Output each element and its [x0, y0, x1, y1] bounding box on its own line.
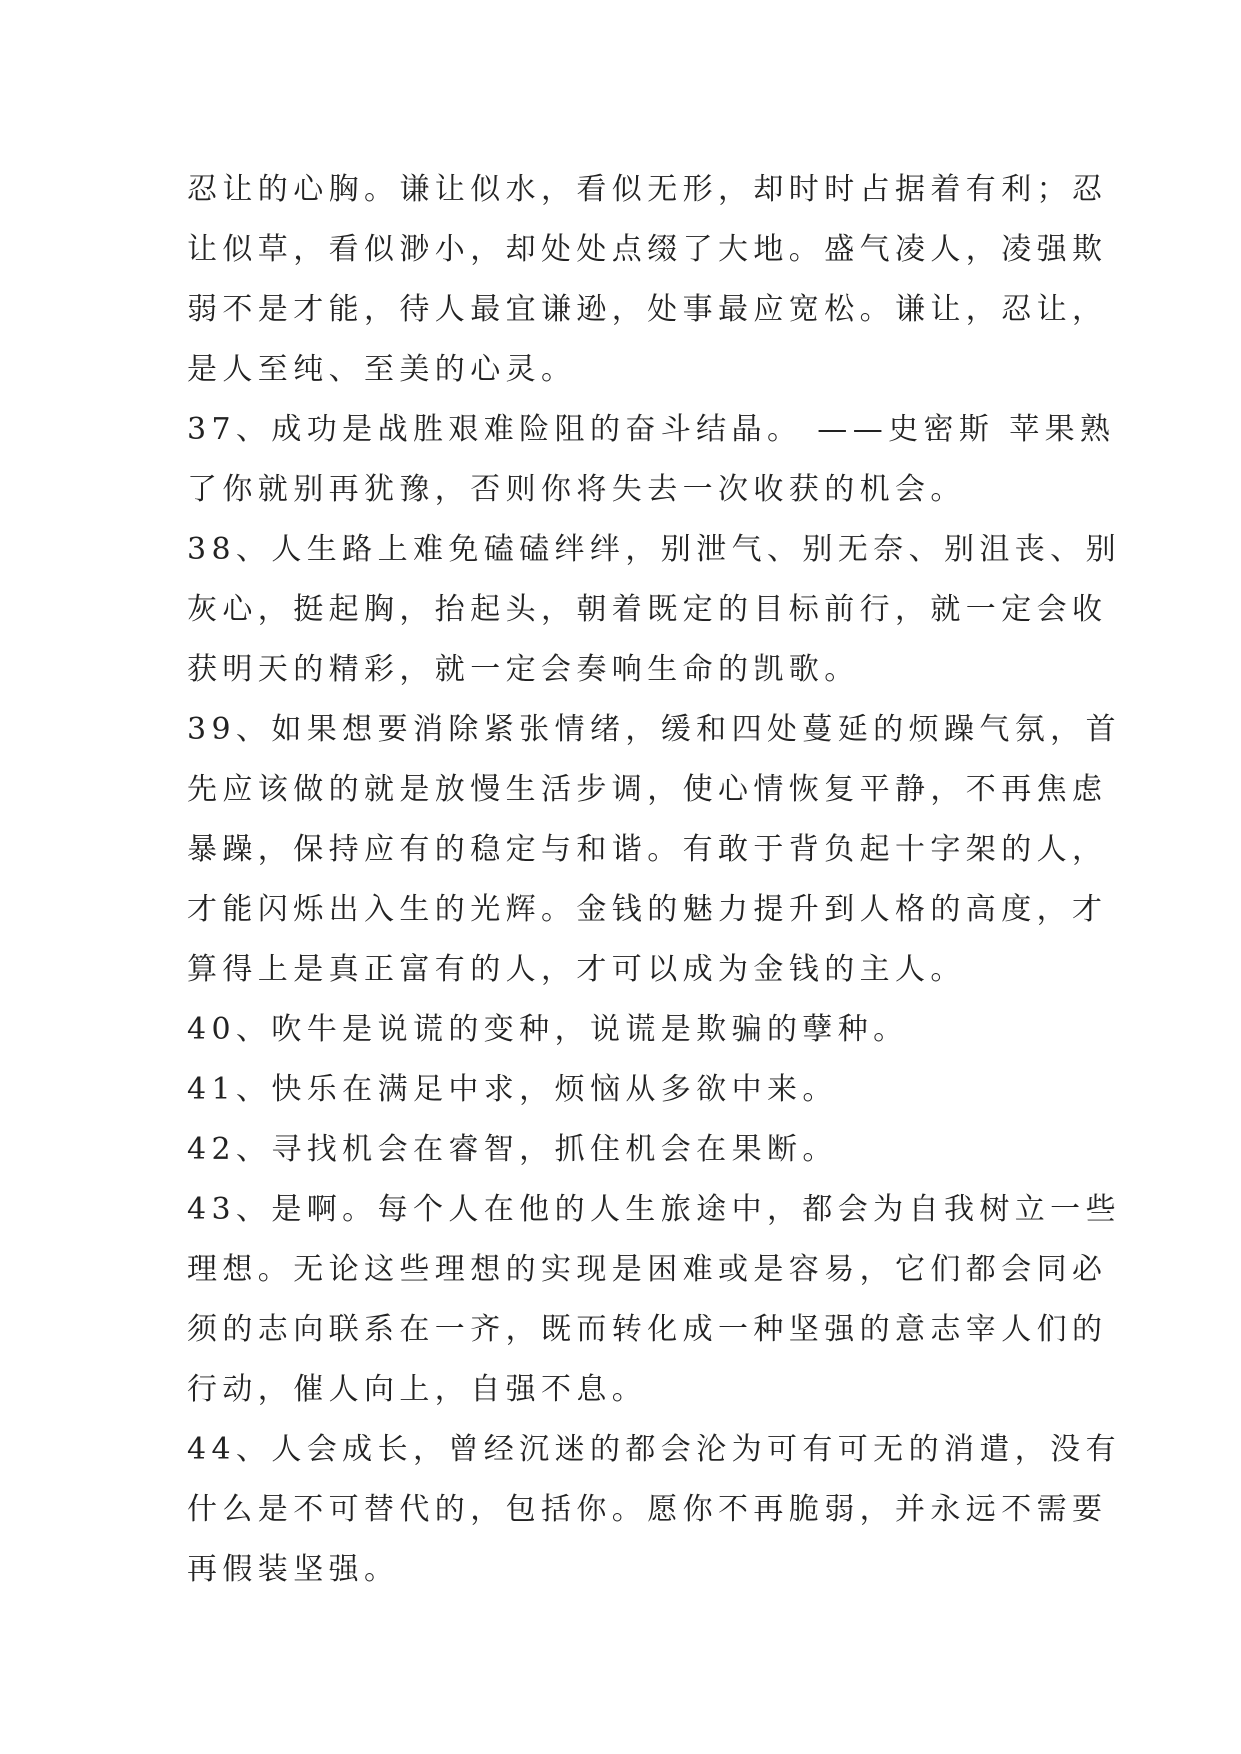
document-body-text: [187, 160, 1121, 1600]
text-line: 再假装坚强。: [187, 1552, 400, 1587]
text-line: 弱不是才能，待人最宜谦逊，处事最应宽松。谦让，忍让，: [187, 292, 1108, 327]
text-line: 39、如果想要消除紧张情绪，缓和四处蔓延的烦躁气氛，首: [187, 712, 1121, 747]
text-line: 41、快乐在满足中求，烦恼从多欲中来。: [187, 1072, 838, 1107]
text-line: 42、寻找机会在睿智，抓住机会在果断。: [187, 1132, 838, 1167]
text-line: 暴躁，保持应有的稳定与和谐。有敢于背负起十字架的人，: [187, 832, 1108, 867]
text-line: 行动，催人向上，自强不息。: [187, 1372, 648, 1407]
text-line: 忍让的心胸。谦让似水，看似无形，却时时占据着有利；忍: [187, 172, 1108, 207]
text-line: 40、吹牛是说谎的变种，说谎是欺骗的孽种。: [187, 1012, 909, 1047]
text-line: 理想。无论这些理想的实现是困难或是容易，它们都会同必: [187, 1252, 1108, 1287]
text-line: 才能闪烁出入生的光辉。金钱的魅力提升到人格的高度，才: [187, 892, 1108, 927]
text-line: 什么是不可替代的，包括你。愿你不再脆弱，并永远不需要: [187, 1492, 1108, 1527]
text-line: 获明天的精彩，就一定会奏响生命的凯歌。: [187, 652, 860, 687]
text-line: 44、人会成长，曾经沉迷的都会沦为可有可无的消遣，没有: [187, 1432, 1121, 1467]
text-line: 38、人生路上难免磕磕绊绊，别泄气、别无奈、别沮丧、别: [187, 532, 1121, 567]
text-line: 让似草，看似渺小，却处处点缀了大地。盛气凌人，凌强欺: [187, 232, 1108, 267]
text-line: 先应该做的就是放慢生活步调，使心情恢复平静，不再焦虑: [187, 772, 1108, 807]
text-line: 43、是啊。每个人在他的人生旅途中，都会为自我树立一些: [187, 1192, 1121, 1227]
text-line: 灰心，挺起胸，抬起头，朝着既定的目标前行，就一定会收: [187, 592, 1108, 627]
text-line: 了你就别再犹豫，否则你将失去一次收获的机会。: [187, 472, 966, 507]
text-line: 是人至纯、至美的心灵。: [187, 352, 577, 387]
text-line: 算得上是真正富有的人，才可以成为金钱的主人。: [187, 952, 966, 987]
text-line: 37、成功是战胜艰难险阻的奋斗结晶。 ——史密斯 苹果熟: [187, 412, 1116, 447]
text-line: 须的志向联系在一齐，既而转化成一种坚强的意志宰人们的: [187, 1312, 1108, 1347]
